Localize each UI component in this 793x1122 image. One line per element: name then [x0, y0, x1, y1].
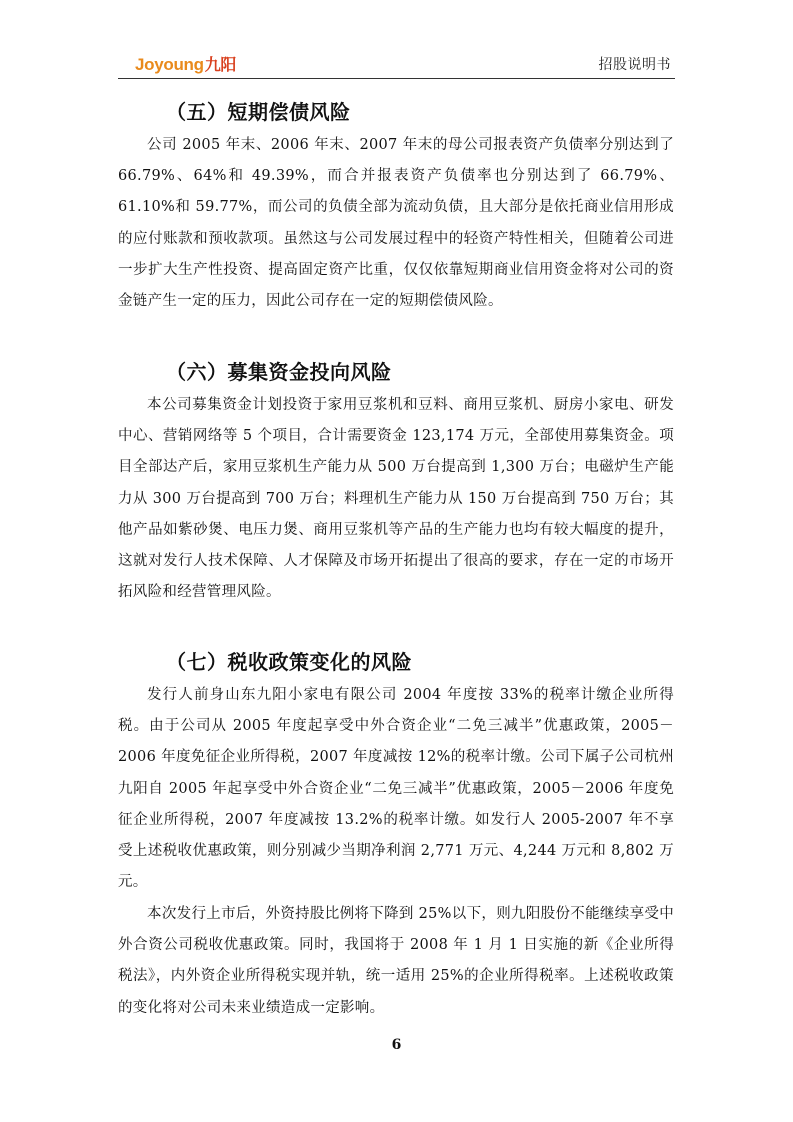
section-title-short-term-debt: （五）短期偿债风险: [166, 100, 351, 124]
section-title-fund-investment: （六）募集资金投向风险: [166, 360, 392, 384]
page-header: [118, 44, 675, 79]
section-title-tax-policy: （七）税收政策变化的风险: [166, 650, 412, 674]
paragraph-fund-investment: 本公司募集资金计划投资于家用豆浆机和豆料、商用豆浆机、厨房小家电、研发中心、营销网络等 5 个项目，合计需要资金 123,174 万元，全部使用募集资金。项目全部达产后，家用豆浆机生产能力从 500 万台提高到 1,300 万台；电磁炉生产能力从 300 万台提高到 700 万台；料理机生产能力从 150 万台提高到 750 万台；其他产品如紫砂煲、电压力煲、商用豆浆机等产品的生产能力也均有较大幅度的提升，这就对发行人技术保障、人才保障及市场开拓提出了很高的要求，存在一定的市场开拓风险和经营管理风险。: [118, 397, 674, 601]
paragraph-short-term-debt: 公司 2005 年末、2006 年末、2007 年末的母公司报表资产负债率分别达到了 66.79%、64%和 49.39%，而合并报表资产负债率也分别达到了 66.79%、61.10%和 59.77%，而公司的负债全部为流动负债，且大部分是依托商业信用形成的应付账款和预收款项。虽然这与公司发展过程中的轻资产特性相关，但随着公司进一步扩大生产性投资、提高固定资产比重，仅仅依靠短期商业信用资金将对公司的资金链产生一定的压力，因此公司存在一定的短期偿债风险。: [118, 137, 674, 310]
joyoung-logo: [135, 52, 236, 75]
logo-cjk-text: 九阳: [204, 57, 237, 74]
page-number: 6: [391, 1037, 402, 1053]
paragraph-tax-policy-1: 发行人前身山东九阳小家电有限公司 2004 年度按 33%的税率计缴企业所得税。由于公司从 2005 年度起享受中外合资企业“二免三减半”优惠政策，2005－2006 年度免征企业所得税，2007 年度减按 12%的税率计缴。公司下属子公司杭州九阳自 2005 年起享受中外合资企业“二免三减半”优惠政策，2005－2006 年度免征企业所得税，2007 年度减按 13.2%的税率计缴。如发行人 2005-2007 年不享受上述税收优惠政策，则分别减少当期净利润 2,771 万元、4,244 万元和 8,802 万元。: [118, 687, 674, 891]
document-title: 招股说明书: [598, 57, 671, 73]
logo-latin-text: Joyoung: [135, 55, 204, 74]
paragraph-tax-policy-2: 本次发行上市后，外资持股比例将下降到 25%以下，则九阳股份不能继续享受中外合资公司税收优惠政策。同时，我国将于 2008 年 1 月 1 日实施的新《企业所得税法》，内外资企业所得税实现并轨，统一适用 25%的企业所得税率。上述税收政策的变化将对公司未来业绩造成一定影响。: [118, 906, 674, 1016]
